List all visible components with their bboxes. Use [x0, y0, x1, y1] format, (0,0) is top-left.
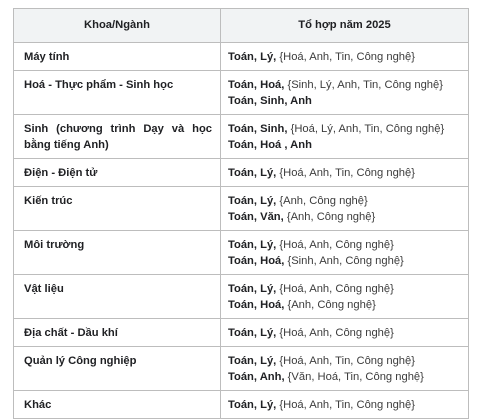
combination-line: [228, 353, 464, 369]
required-subjects: Toán, Lý,: [228, 399, 277, 411]
optional-subjects: {Hoá, Anh, Tin, Công nghệ}: [276, 399, 415, 411]
table-row: [14, 43, 469, 71]
required-subjects: Toán, Lý,: [228, 355, 277, 367]
combination-line: [228, 193, 464, 209]
combination-line: [228, 369, 464, 385]
subject-combinations: [221, 187, 469, 231]
table-body: [14, 43, 469, 419]
optional-subjects: {Hoá, Lý, Anh, Tin, Công nghệ}: [287, 123, 445, 135]
combination-line: [228, 253, 464, 269]
optional-subjects: {Hoá, Anh, Tin, Công nghệ}: [276, 355, 415, 367]
table-row: [14, 347, 469, 391]
subject-combinations: [221, 115, 469, 159]
table-row: [14, 275, 469, 319]
required-subjects: Toán, Lý,: [228, 327, 277, 339]
combination-line: [228, 209, 464, 225]
required-subjects: Toán, Văn,: [228, 211, 284, 223]
optional-subjects: {Văn, Hoá, Tin, Công nghệ}: [284, 371, 424, 383]
combination-line: [228, 325, 464, 341]
required-subjects: Toán, Hoá,: [228, 255, 285, 267]
table-header: [14, 9, 469, 43]
optional-subjects: {Sinh, Lý, Anh, Tin, Công nghệ}: [284, 79, 443, 91]
subject-combinations: [221, 43, 469, 71]
optional-subjects: {Hoá, Anh, Công nghệ}: [276, 327, 394, 339]
faculty-name: Máy tính: [14, 43, 221, 71]
faculty-name: Kiến trúc: [14, 187, 221, 231]
header-combinations-2025: Tổ hợp năm 2025: [221, 9, 469, 43]
faculty-name: Hoá - Thực phẩm - Sinh học: [14, 71, 221, 115]
required-subjects: Toán, Lý,: [228, 283, 277, 295]
combination-line: [228, 77, 464, 93]
table-row: [14, 71, 469, 115]
optional-subjects: {Anh, Công nghệ}: [283, 211, 376, 223]
optional-subjects: {Anh, Công nghệ}: [284, 299, 376, 311]
optional-subjects: {Anh, Công nghệ}: [276, 195, 368, 207]
combination-line: [228, 137, 464, 153]
combination-line: [228, 121, 464, 137]
subject-combinations: [221, 159, 469, 187]
required-subjects: Toán, Lý,: [228, 51, 277, 63]
required-subjects: Toán, Lý,: [228, 195, 277, 207]
required-subjects: Toán, Sinh,: [228, 123, 288, 135]
optional-subjects: {Hoá, Anh, Tin, Công nghệ}: [276, 167, 415, 179]
combination-line: [228, 281, 464, 297]
required-subjects: Toán, Hoá , Anh: [228, 139, 312, 151]
required-subjects: Toán, Lý,: [228, 167, 277, 179]
faculty-name: Quản lý Công nghiệp: [14, 347, 221, 391]
combination-line: [228, 397, 464, 413]
table-row: [14, 231, 469, 275]
header-row: [14, 9, 469, 43]
required-subjects: Toán, Lý,: [228, 239, 277, 251]
subject-combinations: [221, 71, 469, 115]
combination-line: [228, 297, 464, 313]
faculty-name: Vật liệu: [14, 275, 221, 319]
subject-combinations: [221, 275, 469, 319]
required-subjects: Toán, Hoá,: [228, 79, 285, 91]
table-row: [14, 159, 469, 187]
combination-line: [228, 237, 464, 253]
faculty-name: Địa chất - Dầu khí: [14, 319, 221, 347]
combination-line: [228, 93, 464, 109]
optional-subjects: {Hoá, Anh, Công nghệ}: [276, 239, 394, 251]
table-row: [14, 115, 469, 159]
header-faculty: Khoa/Ngành: [14, 9, 221, 43]
subject-combinations: [221, 347, 469, 391]
table-row: [14, 319, 469, 347]
combination-line: [228, 49, 464, 65]
admission-combinations-table: [13, 8, 469, 419]
faculty-name: Môi trường: [14, 231, 221, 275]
optional-subjects: {Sinh, Anh, Công nghệ}: [284, 255, 404, 267]
optional-subjects: {Hoá, Anh, Tin, Công nghệ}: [276, 51, 415, 63]
required-subjects: Toán, Hoá,: [228, 299, 285, 311]
faculty-name: Điện - Điện tử: [14, 159, 221, 187]
required-subjects: Toán, Sinh, Anh: [228, 95, 312, 107]
subject-combinations: [221, 231, 469, 275]
required-subjects: Toán, Anh,: [228, 371, 285, 383]
combination-line: [228, 165, 464, 181]
optional-subjects: {Hoá, Anh, Công nghệ}: [276, 283, 394, 295]
subject-combinations: [221, 319, 469, 347]
table-row: [14, 187, 469, 231]
admission-table-container: [13, 8, 468, 419]
faculty-name: Sinh (chương trình Dạy và học bằng tiếng Anh): [14, 115, 221, 159]
faculty-name: Khác: [14, 391, 221, 419]
